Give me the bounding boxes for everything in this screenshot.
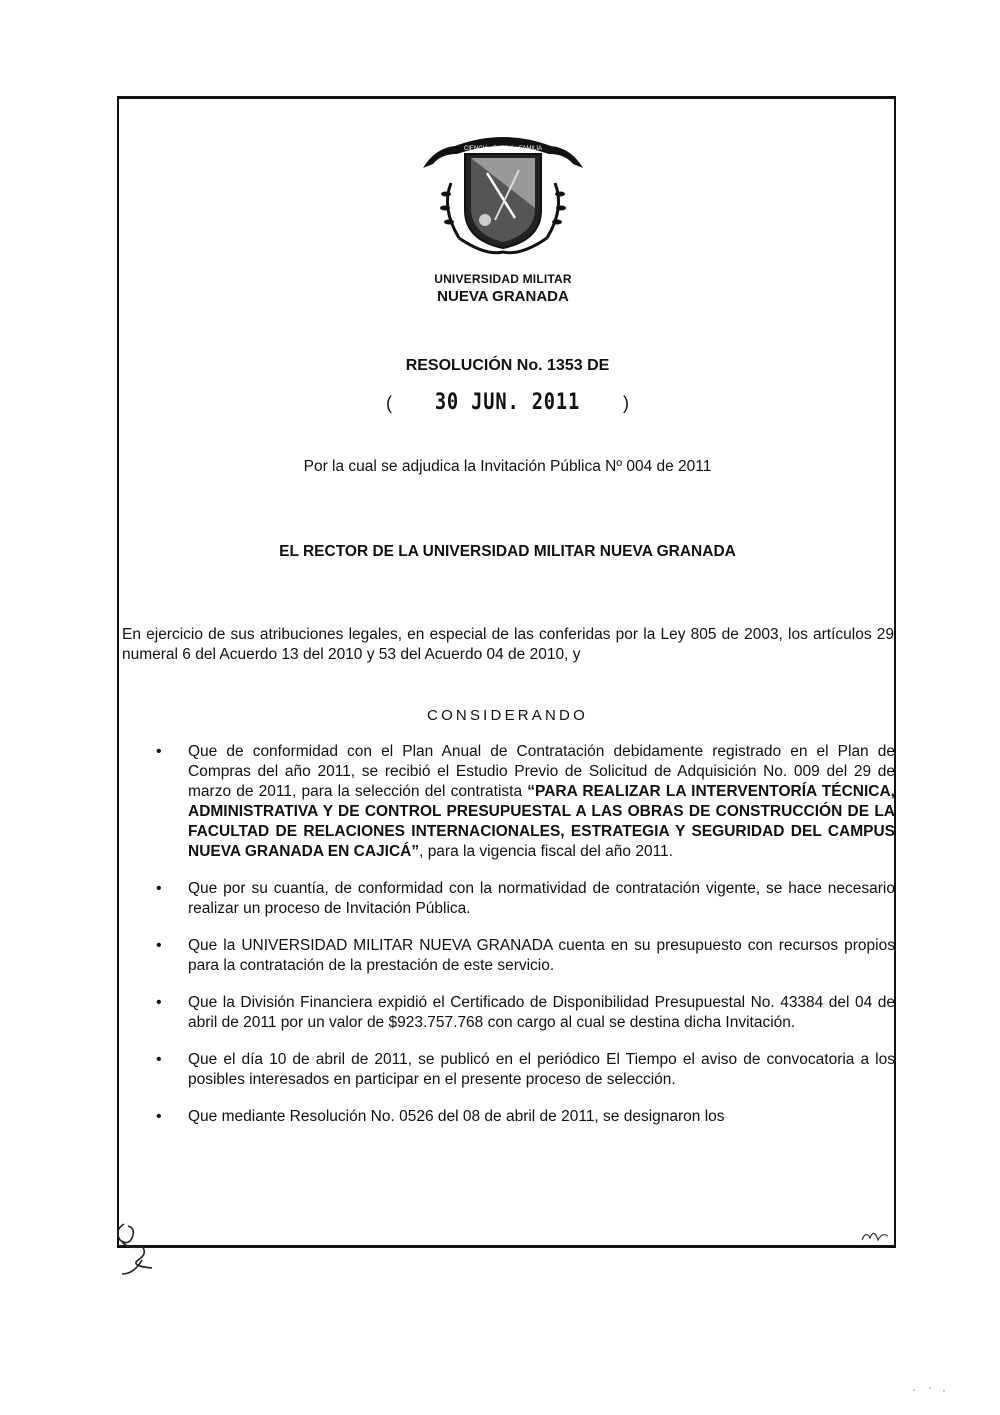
considerando-item: • Que la UNIVERSIDAD MILITAR NUEVA GRANADA cuenta en su presupuesto con recursos propios para la contratación de la prestación de este servicio. (150, 936, 895, 976)
considerandos-list (150, 742, 895, 1144)
considerando-item: • Que por su cuantía, de conformidad con la normatividad de contratación vigente, se hace necesario realizar un proceso de Invitación Pública. (150, 879, 895, 919)
handwritten-initials-mark (112, 1216, 162, 1276)
svg-text:CIENCIA · PATRIA · FAMILIA: CIENCIA · PATRIA · FAMILIA (463, 146, 543, 152)
considerando-item: • Que mediante Resolución No. 0526 del 08 de abril de 2011, se designaron los (150, 1107, 895, 1127)
considerando-heading: CONSIDERANDO (427, 707, 588, 724)
handwritten-initials (860, 1226, 890, 1247)
considerando-item: • Que el día 10 de abril de 2011, se publicó en el periódico El Tiempo el aviso de convocatoria a los posibles interesados en participar en el presente proceso de selección. (150, 1050, 895, 1090)
resolution-date-stamp: 30 JUN. 2011 (434, 390, 581, 415)
considerando-item: • Que la División Financiera expidió el Certificado de Disponibilidad Presupuestal No. 43384 del 04 de abril de 2011 por un valor de $923.757.768 con cargo al cual se destina dicha Invitación. (150, 993, 895, 1033)
date-close-paren: ) (622, 393, 629, 413)
university-name-line1: UNIVERSIDAD MILITAR (434, 272, 572, 286)
issuing-authority: EL RECTOR DE LA UNIVERSIDAD MILITAR NUEVA GRANADA (279, 543, 736, 560)
initials-scribble (860, 1226, 890, 1244)
considerando-text: , para la vigencia fiscal del año 2011. (419, 843, 673, 860)
resolution-subject: Por la cual se adjudica la Invitación Pública Nº 004 de 2011 (303, 458, 712, 475)
resolution-date-line (120, 390, 895, 415)
considerando-text: Que de conformidad con el Plan Anual de Contratación debidamente registrado en el Plan de Compras del año 2011, se recibió el Estudio Previo de Solicitud de Adquisición No. 009 del 29 de marzo de 2011, para la selección del contratista (188, 743, 895, 800)
resolution-title: RESOLUCIÓN No. 1353 DE (405, 357, 610, 374)
university-seal-logo (415, 128, 590, 256)
intro-paragraph: En ejercicio de sus atribuciones legales, en especial de las conferidas por la Ley 805 de 2003, los artículos 29 numeral 6 del Acuerdo 13 del 2010 y 53 del Acuerdo 04 de 2010, y (122, 626, 894, 663)
university-name-line2: NUEVA GRANADA (437, 288, 569, 305)
date-open-paren: ( (386, 393, 393, 413)
scan-specks (910, 1384, 950, 1396)
contract-object: “PARA REALIZAR LA INTERVENTORÍA TÉCNICA, ADMINISTRATIVA Y DE CONTROL PRESUPUESTAL A LAS OBRAS DE CONSTRUCCIÓN DE LA FACULTAD DE RELACIONES INTERNACIONALES, ESTRATEGIA Y SEGURIDAD DEL CAMPUS NUEVA GRANADA EN CAJICÁ” (188, 783, 895, 860)
considerando-item (150, 742, 895, 862)
